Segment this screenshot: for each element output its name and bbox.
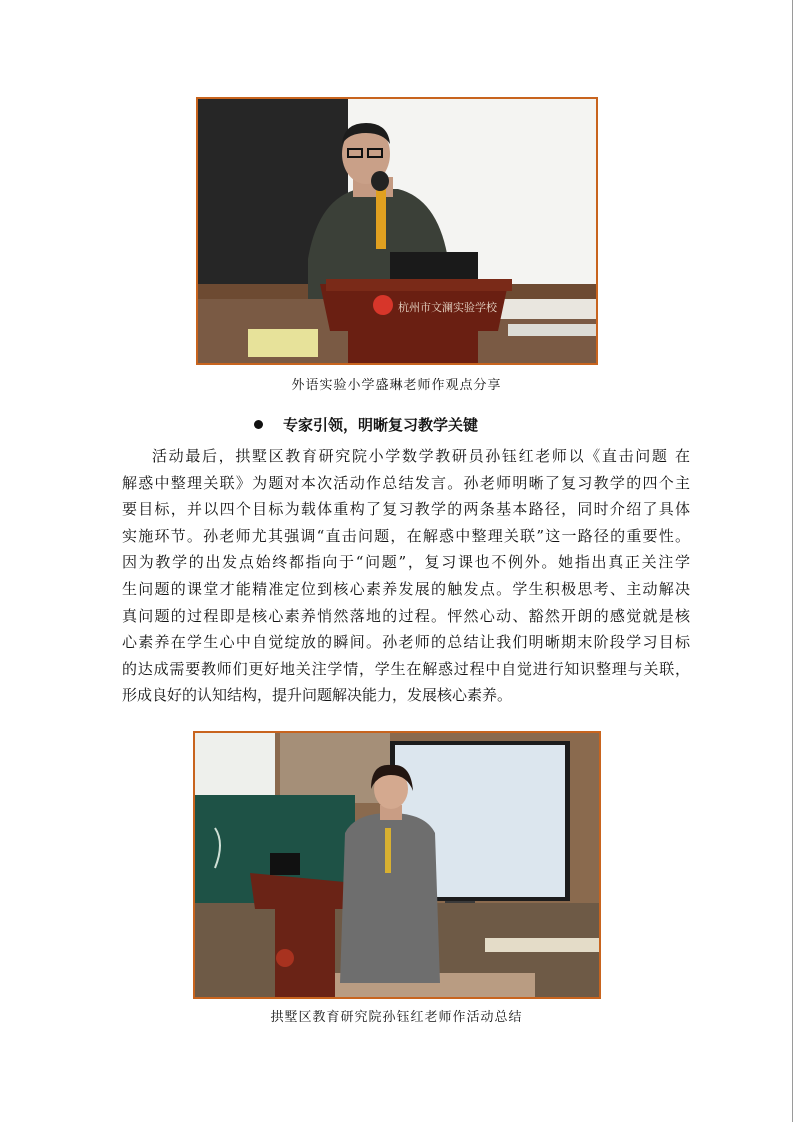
- paragraph-line: 真问题的过程即是核心素养悄然落地的过程。怦然心动、豁然开朗的感觉就是核: [122, 606, 690, 625]
- paragraph-line: 形成良好的认知结构，提升问题解决能力，发展核心素养。: [122, 686, 513, 705]
- section-heading: [254, 414, 478, 435]
- paragraph-line: 要目标，并以四个目标为载体重构了复习教学的两条基本路径，同时介绍了具体: [122, 500, 690, 519]
- paragraph-line: 实施环节。孙老师尤其强调“直击问题，在解惑中整理关联”这一路径的重要性。: [122, 526, 690, 545]
- photo-1-image: [198, 99, 596, 363]
- podium-text: 杭州市文澜实验学校: [398, 301, 497, 314]
- section-heading-text: 专家引领，明晰复习教学关键: [283, 416, 479, 434]
- photo-2-image: [195, 733, 599, 997]
- paragraph-line: 生问题的课堂才能精准定位到核心素养发展的触发点。学生积极思考、主动解决: [122, 579, 690, 598]
- bullet-icon: [254, 420, 263, 429]
- paragraph-line: 因为教学的出发点始终都指向于“问题”，复习课也不例外。她指出真正关注学: [122, 553, 690, 572]
- photo-speaker-2: [193, 731, 601, 999]
- paragraph-line: 活动最后，拱墅区教育研究院小学数学教研员孙钰红老师以《直击问题 在: [152, 447, 690, 465]
- paragraph-line: 解惑中整理关联》为题对本次活动作总结发言。孙老师明晰了复习教学的四个主: [122, 473, 690, 492]
- paragraph-line: 心素养在学生心中自觉绽放的瞬间。孙老师的总结让我们明晰期末阶段学习目标: [122, 633, 690, 652]
- photo-speaker-1: [196, 97, 598, 365]
- photo-2-caption: 拱墅区教育研究院孙钰红老师作活动总结: [270, 1010, 523, 1025]
- paragraph-line: 的达成需要教师们更好地关注学情，学生在解惑过程中自觉进行知识整理与关联，: [122, 659, 690, 678]
- photo-1-caption: 外语实验小学盛琳老师作观点分享: [291, 378, 502, 393]
- body-paragraph: [122, 443, 690, 709]
